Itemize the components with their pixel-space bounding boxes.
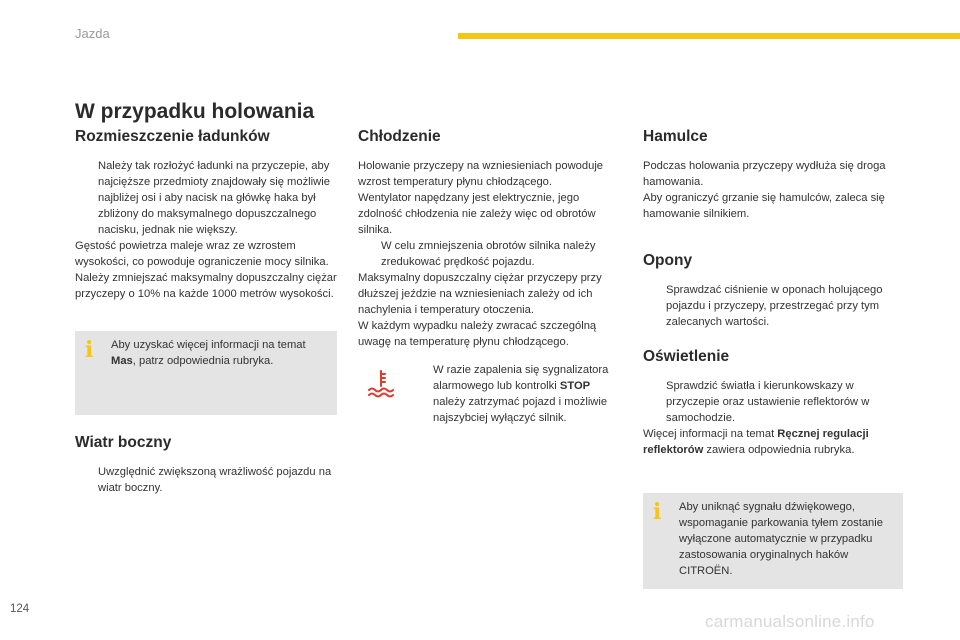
altitude-paragraph: Gęstość powietrza maleje wraz ze wzrostem wysokości, co powoduje ograniczenie mocy silnika. Należy zmniejszać maksymalny dopuszczalny ciężar przyczepy o 10% na każde 1000 metrów wysokości. xyxy=(75,240,337,300)
lighting-text-bold: Ręcznej regulacji reflektorów xyxy=(643,428,869,456)
cooling-paragraph-1: Holowanie przyczepy na wzniesieniach powoduje wzrost temperatury płynu chłodzącego. xyxy=(358,160,604,188)
column-left xyxy=(75,128,337,302)
lighting-heading: Oświetlenie xyxy=(643,348,730,365)
info-text-part: Aby uzyskać więcej informacji na temat xyxy=(111,339,306,351)
bullet-text: W celu zmniejszenia obrotów silnika należy zredukować prędkość pojazdu. xyxy=(381,240,596,268)
load-distribution-bullet xyxy=(75,158,337,238)
coolant-temperature-warning-icon xyxy=(366,368,396,398)
section-label: Jazda xyxy=(75,26,110,41)
lighting-text-part: Więcej informacji na temat xyxy=(643,428,778,440)
warning-text-part: należy zatrzymać pojazd i możliwie najszybciej wyłączyć silnik. xyxy=(433,396,608,424)
lighting-paragraph xyxy=(643,426,905,458)
column-middle xyxy=(358,128,623,350)
tyres-bullet xyxy=(643,282,905,330)
cooling-paragraph-2: Wentylator napędzany jest elektrycznie, jego zdolność chłodzenia nie zależy więc od obrotów silnika. xyxy=(358,192,596,236)
stop-warning-bullet xyxy=(410,362,625,426)
bullet-text: Należy tak rozłożyć ładunki na przyczepie, aby najcięższe przedmioty znajdowały się możliwie najbliżej osi i aby nacisk na główkę haka był zbliżony do maksymalnego dopuszczalnego nacisku, jednak nie większy. xyxy=(98,160,330,236)
column-right xyxy=(643,128,905,458)
stop-warning-block xyxy=(410,362,625,426)
crosswind-bullet xyxy=(75,464,337,496)
brakes-paragraph-2: Aby ograniczyć grzanie się hamulców, zaleca się hamowanie silnikiem. xyxy=(643,192,885,220)
lighting-bullet xyxy=(643,378,905,426)
bullet-text: Sprawdzić światła i kierunkowskazy w przyczepie oraz ustawienie reflektorów w samochodzie. xyxy=(666,380,870,424)
header-accent-bar xyxy=(458,33,960,39)
info-text-bold: Mas xyxy=(111,355,133,367)
lighting-text-part: zawiera odpowiednia rubryka. xyxy=(703,444,855,456)
brakes-paragraph-1: Podczas holowania przyczepy wydłuża się droga hamowania. xyxy=(643,160,886,188)
cooling-paragraph-3: Maksymalny dopuszczalny ciężar przyczepy przy dłuższej jeździe na wzniesieniach zależy od ich nachylenia i temperatury otoczenia. xyxy=(358,272,602,316)
page-number: 124 xyxy=(10,603,30,615)
column-left-lower xyxy=(75,434,337,496)
info-icon: i xyxy=(653,499,662,525)
info-box-mass xyxy=(75,331,337,415)
tyres-heading: Opony xyxy=(643,252,693,269)
info-text-part: , patrz odpowiednia rubryka. xyxy=(132,355,274,367)
info-icon: i xyxy=(85,337,94,363)
warning-text-part: W razie zapalenia się sygnalizatora alarmowego lub kontrolki xyxy=(433,364,609,392)
cooling-bullet xyxy=(358,238,623,270)
watermark: carmanualsonline.info xyxy=(705,612,875,631)
cooling-heading: Chłodzenie xyxy=(358,128,441,145)
bullet-text: Uwzględnić zwiększoną wrażliwość pojazdu na wiatr boczny. xyxy=(98,466,332,494)
warning-text xyxy=(433,364,608,424)
stop-label: STOP xyxy=(559,380,591,392)
cooling-paragraph-4: W każdym wypadku należy zwracać szczególną uwagę na temperaturę płynu chłodzącego. xyxy=(358,320,597,348)
bullet-text: Sprawdzać ciśnienie w oponach holującego pojazdu i przyczepy, przestrzegać przy tym zalecanych wartości. xyxy=(666,284,883,328)
brakes-heading: Hamulce xyxy=(643,128,708,145)
info-box-parking xyxy=(643,493,903,589)
page-title: W przypadku holowania xyxy=(75,100,315,123)
crosswind-heading: Wiatr boczny xyxy=(75,434,172,451)
info-text-mass xyxy=(75,331,337,369)
info-text-parking: Aby uniknąć sygnału dźwiękowego, wspomaganie parkowania tyłem zostanie wyłączone automatycznie w przypadku zastosowania oryginalnych haków CITROËN. xyxy=(679,501,883,577)
load-distribution-heading: Rozmieszczenie ładunków xyxy=(75,128,270,145)
